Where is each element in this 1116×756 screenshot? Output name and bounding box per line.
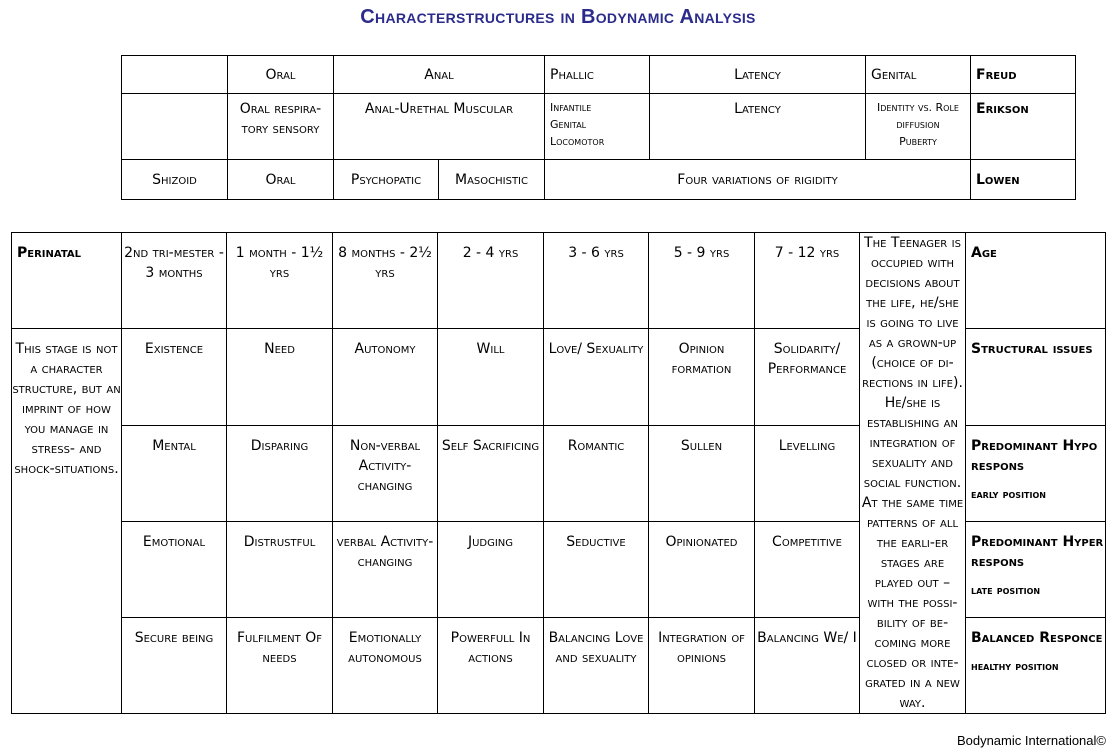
hypo-label-cell (966, 426, 1106, 522)
erikson-genital-line: Puberty (899, 135, 937, 148)
hypo-position: early position (971, 487, 1046, 501)
freud-phallic: Phallic (545, 56, 650, 94)
balanced-label: Balanced Responce (971, 630, 1103, 646)
balanced-cell: Balancing We/ I (755, 618, 860, 714)
hypo-cell: Self Sacrificing (438, 426, 544, 522)
balanced-position: healthy position (971, 659, 1059, 673)
balanced-label-cell (966, 618, 1106, 714)
hypo-cell: Romantic (544, 426, 649, 522)
freud-label: Freud (971, 56, 1076, 94)
structural-label: Structural issues (966, 329, 1106, 426)
balanced-cell: Integration of opinions (649, 618, 755, 714)
hypo-label: Predominant Hypo respons (971, 438, 1098, 474)
age-cell: 1 month - 1½ yrs (227, 233, 333, 329)
perinatal-heading: Perinatal (12, 233, 122, 329)
balanced-cell: Balancing Love and sexuality (544, 618, 649, 714)
development-stages-table (11, 232, 1106, 714)
erikson-latency: Latency (650, 94, 866, 160)
perinatal-note: This stage is not a character structure, but an imprint of how you manage in stress- and shock-situations. (12, 329, 122, 714)
freud-erikson-lowen-table (121, 55, 1076, 200)
freud-genital: Genital (866, 56, 971, 94)
structural-cell: Opinion formation (649, 329, 755, 426)
structural-cell: Will (438, 329, 544, 426)
lowen-oral: Oral (228, 160, 334, 200)
structural-cell: Autonomy (333, 329, 438, 426)
balanced-cell: Powerfull In actions (438, 618, 544, 714)
age-cell: 2 - 4 yrs (438, 233, 544, 329)
freud-oral: Oral (228, 56, 334, 94)
hyper-cell: Seductive (544, 522, 649, 618)
structural-cell: Love/ Sexuality (544, 329, 649, 426)
age-cell: 7 - 12 yrs (755, 233, 860, 329)
copyright-footer: Bodynamic International© (956, 733, 1106, 748)
age-row (12, 233, 1106, 329)
age-cell: 3 - 6 yrs (544, 233, 649, 329)
freud-row (122, 56, 1076, 94)
erikson-genital (866, 94, 971, 160)
age-cell: 8 months - 2½ yrs (333, 233, 438, 329)
lowen-label: Lowen (971, 160, 1076, 200)
hyper-cell: Judging (438, 522, 544, 618)
hyper-cell: Emotional (122, 522, 227, 618)
structural-cell: Existence (122, 329, 227, 426)
page-title: Characterstructures in Bodynamic Analysis (360, 6, 756, 28)
erikson-oral: Oral respira-tory sensory (228, 94, 334, 160)
lowen-masochistic: Masochistic (439, 160, 545, 200)
erikson-anal: Anal-Urethal Muscular (334, 94, 545, 160)
teenager-note: The Teenager is occupied with decisions about the life, he/she is going to live as a grown-up (choice of di-rections in life). He/she is establishing an integration of sexuality and social function. At the same time patterns of all the earli-er stages are played out – with the possi-bility of be-coming more closed or inte-grated in a new way. (860, 233, 966, 714)
hyper-cell: verbal Activity-changing (333, 522, 438, 618)
erikson-genital-line: diffusion (896, 118, 940, 131)
structural-cell: Solidarity/ Performance (755, 329, 860, 426)
erikson-row (122, 94, 1076, 160)
structural-cell: Need (227, 329, 333, 426)
hypo-cell: Disparing (227, 426, 333, 522)
hypo-cell: Non-verbal Activity-changing (333, 426, 438, 522)
balanced-cell: Secure being (122, 618, 227, 714)
erikson-phallic-line: Infantile (550, 101, 592, 114)
freud-latency: Latency (650, 56, 866, 94)
lowen-row (122, 160, 1076, 200)
hyper-label: Predominant Hyper respons (971, 534, 1104, 570)
age-cell: 5 - 9 yrs (649, 233, 755, 329)
lowen-psychopatic: Psychopatic (334, 160, 439, 200)
erikson-phallic (545, 94, 650, 160)
hyper-label-cell (966, 522, 1106, 618)
age-cell: 2nd tri-mester - 3 months (122, 233, 227, 329)
hypo-cell: Mental (122, 426, 227, 522)
hyper-cell: Competitive (755, 522, 860, 618)
erikson-label: Erikson (971, 94, 1076, 160)
hyper-cell: Distrustful (227, 522, 333, 618)
hypo-cell: Levelling (755, 426, 860, 522)
hypo-cell: Sullen (649, 426, 755, 522)
hyper-position: late position (971, 583, 1041, 597)
erikson-phallic-line: Locomotor (550, 135, 605, 148)
age-label: Age (966, 233, 1106, 329)
hyper-cell: Opinionated (649, 522, 755, 618)
freud-anal: Anal (334, 56, 545, 94)
balanced-cell: Emotionally autonomous (333, 618, 438, 714)
lowen-shizoid: Shizoid (122, 160, 228, 200)
erikson-genital-line: Identity vs. Role (877, 101, 959, 114)
erikson-phallic-line: Genital (550, 118, 587, 131)
erikson-empty-cell (122, 94, 228, 160)
balanced-cell: Fulfilment Of needs (227, 618, 333, 714)
lowen-rigidity: Four variations of rigidity (545, 160, 971, 200)
freud-empty-cell (122, 56, 228, 94)
